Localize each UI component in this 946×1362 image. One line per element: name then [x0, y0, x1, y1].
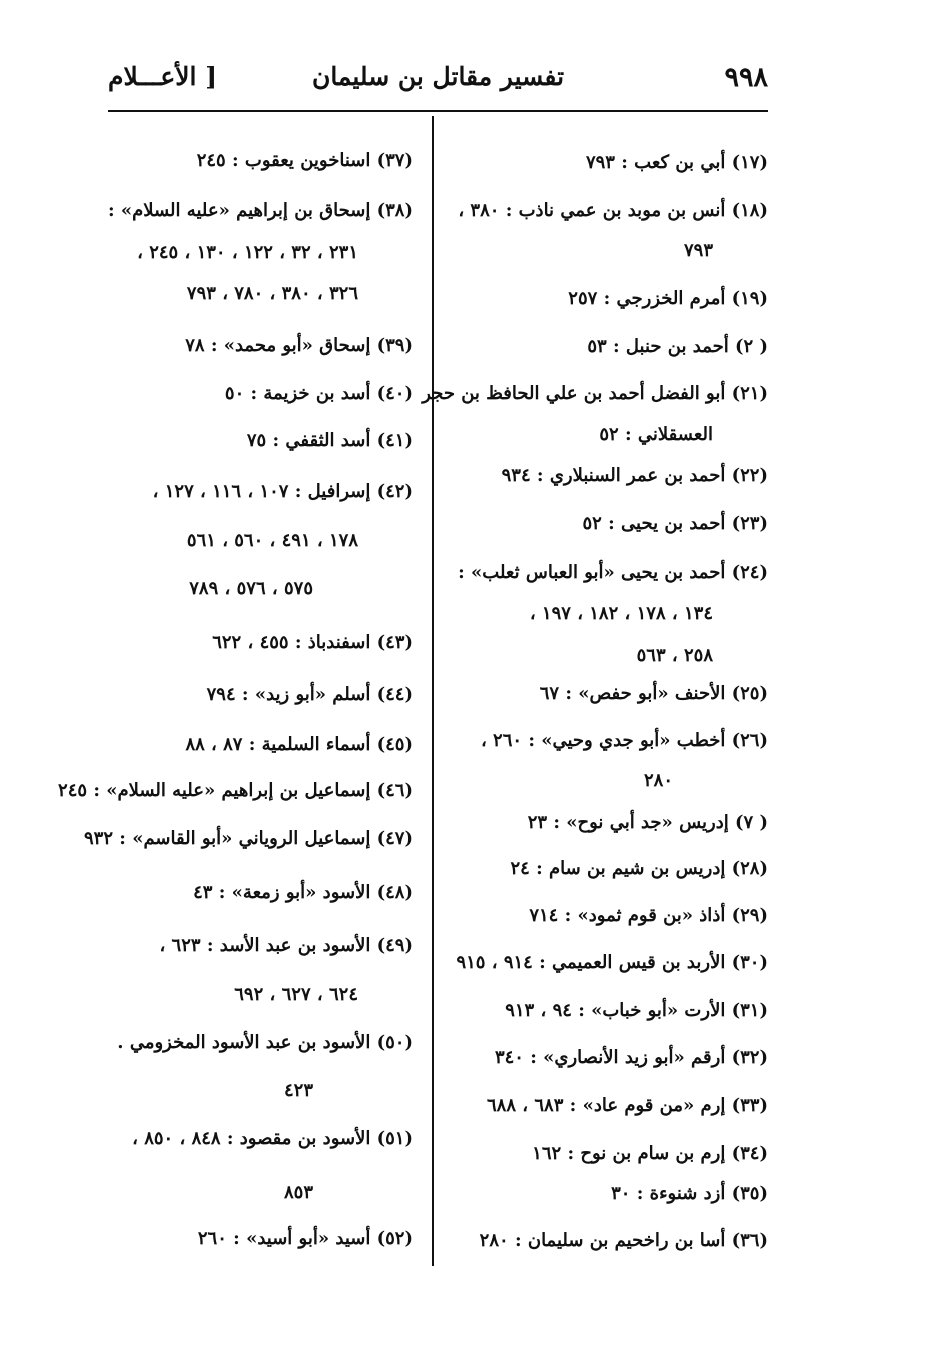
index-entry-continuation: ٣٢٦ ، ٣٨٠ ، ٧٨٠ ، ٧٩٣: [186, 283, 358, 304]
header-rule: [108, 110, 768, 112]
index-entry-continuation: ٢٨٠: [643, 770, 673, 791]
index-entry: (٣٠) الأربد بن قيس العميمي : ٩١٤ ، ٩١٥: [456, 952, 768, 973]
page-header: [108, 58, 768, 104]
index-entry-continuation: ٧٩٣: [683, 240, 713, 261]
index-entry: (٤٧) إسماعيل الروياني «أبو القاسم» : ٩٣٢: [84, 828, 413, 849]
index-entry: (٤٠) أسد بن خزيمة : ٥٠: [224, 383, 413, 404]
running-title: تفسير مقاتل بن سليمان: [311, 62, 565, 91]
index-entry: (٢١) أبو الفضل أحمد بن علي الحافظ بن حجر: [422, 383, 768, 404]
index-entry: (٢٣) أحمد بن يحيى : ٥٢: [582, 513, 768, 534]
index-entry: (٤٥) أسماء السلمية : ٨٧ ، ٨٨: [185, 734, 413, 755]
index-entry: (٣٤) إرم بن سام بن نوح : ١٦٢: [532, 1143, 768, 1164]
index-entry: (٤١) أسد الثقفي : ٧٥: [246, 430, 413, 451]
index-entry-continuation: ٨٥٣: [283, 1182, 313, 1203]
index-entry: (٢٢) أحمد بن عمر السنبلاري : ٩٣٤: [501, 465, 768, 486]
index-entry-continuation: ٦٢٤ ، ٦٢٧ ، ٦٩٢: [234, 984, 358, 1005]
index-entry: (٣٥) أزد شنوءة : ٣٠: [611, 1183, 768, 1204]
page-number: ٩٩٨: [724, 62, 768, 93]
index-entry: (٤٩) الأسود بن عبد الأسد : ٦٢٣ ،: [159, 935, 413, 956]
index-entry: (٣٢) أرقم «أبو زيد الأنصاري» : ٣٤٠: [494, 1047, 768, 1068]
index-entry: (٢٨) إدريس بن شيم بن سام : ٢٤: [510, 858, 768, 879]
index-entry: (٤٦) إسماعيل بن إبراهيم «عليه السلام» : ٢٤٥: [58, 780, 413, 801]
index-entry-continuation: ٤٢٣: [283, 1080, 313, 1101]
index-entry: (٢٥) الأحنف «أبو حفص» : ٦٧: [539, 683, 768, 704]
index-entry-continuation: العسقلاني : ٥٢: [599, 424, 713, 445]
index-entry: (٥٢) أسيد «أبو أسيد» : ٢٦٠: [197, 1228, 413, 1249]
index-entry: (١٨) أنس بن موبد بن عمي ناذب : ٣٨٠ ،: [458, 200, 768, 221]
index-entry: (١٧) أبي بن كعب : ٧٩٣: [585, 152, 768, 173]
index-entry: (٣٧) اسناخوين يعقوب : ٢٤٥: [196, 150, 413, 171]
index-entry-continuation: ٢٥٨ ، ٥٦٣: [636, 645, 713, 666]
index-entry: (٣٣) إرم «من قوم عاد» : ٦٨٣ ، ٦٨٨: [487, 1095, 768, 1116]
index-entry: (١٩) أمرم الخزرجي : ٢٥٧: [568, 288, 768, 309]
index-entry-continuation: ١٧٨ ، ٤٩١ ، ٥٦٠ ، ٥٦١: [186, 530, 358, 551]
index-entry-continuation: ١٣٤ ، ١٧٨ ، ١٨٢ ، ١٩٧ ،: [529, 603, 713, 624]
index-entry: (٣٩) إسحاق «أبو محمد» : ٧٨: [185, 335, 413, 356]
index-entry: (٣٦) أسا بن راخحيم بن سليمان : ٢٨٠: [479, 1230, 768, 1251]
index-entry: ( ٢) أحمد بن حنبل : ٥٣: [587, 336, 768, 357]
index-entry: (٤٤) أسلم «أبو زيد» : ٧٩٤: [206, 684, 413, 705]
index-entry-continuation: ٢٣١ ، ٣٢ ، ١٢٢ ، ١٣٠ ، ٢٤٥ ،: [137, 242, 358, 263]
index-entry: (٥٠) الأسود بن عبد الأسود المخزومي .: [117, 1032, 413, 1053]
column-divider: [432, 116, 434, 1266]
index-entry: ( ٧) إدريس «جد أبي نوح» : ٢٣: [527, 812, 768, 833]
section-title: [ الأعـــلام: [108, 62, 218, 91]
index-entry: (٤٣) اسفندباذ : ٤٥٥ ، ٦٢٢: [212, 632, 413, 653]
index-entry: (٤٨) الأسود «أبو زمعة» : ٤٣: [193, 882, 413, 903]
index-entry: (٣١) الأرت «أبو خباب» : ٩٤ ، ٩١٣: [505, 1000, 768, 1021]
index-entry: (٢٩) أذاذ «بن قوم ثمود» : ٧١٤: [529, 905, 768, 926]
index-entry: (٢٦) أخطب «أبو جدي وحيي» : ٢٦٠ ،: [480, 730, 768, 751]
index-entry-continuation: ٥٧٥ ، ٥٧٦ ، ٧٨٩: [189, 578, 313, 599]
index-entry: (٢٤) أحمد بن يحيى «أبو العباس ثعلب» :: [458, 562, 768, 583]
index-entry: (٤٢) إسرافيل : ١٠٧ ، ١١٦ ، ١٢٧ ،: [152, 481, 413, 502]
index-entry: (٥١) الأسود بن مقصود : ٨٤٨ ، ٨٥٠ ،: [132, 1128, 413, 1149]
index-entry: (٣٨) إسحاق بن إبراهيم «عليه السلام» :: [107, 200, 413, 221]
